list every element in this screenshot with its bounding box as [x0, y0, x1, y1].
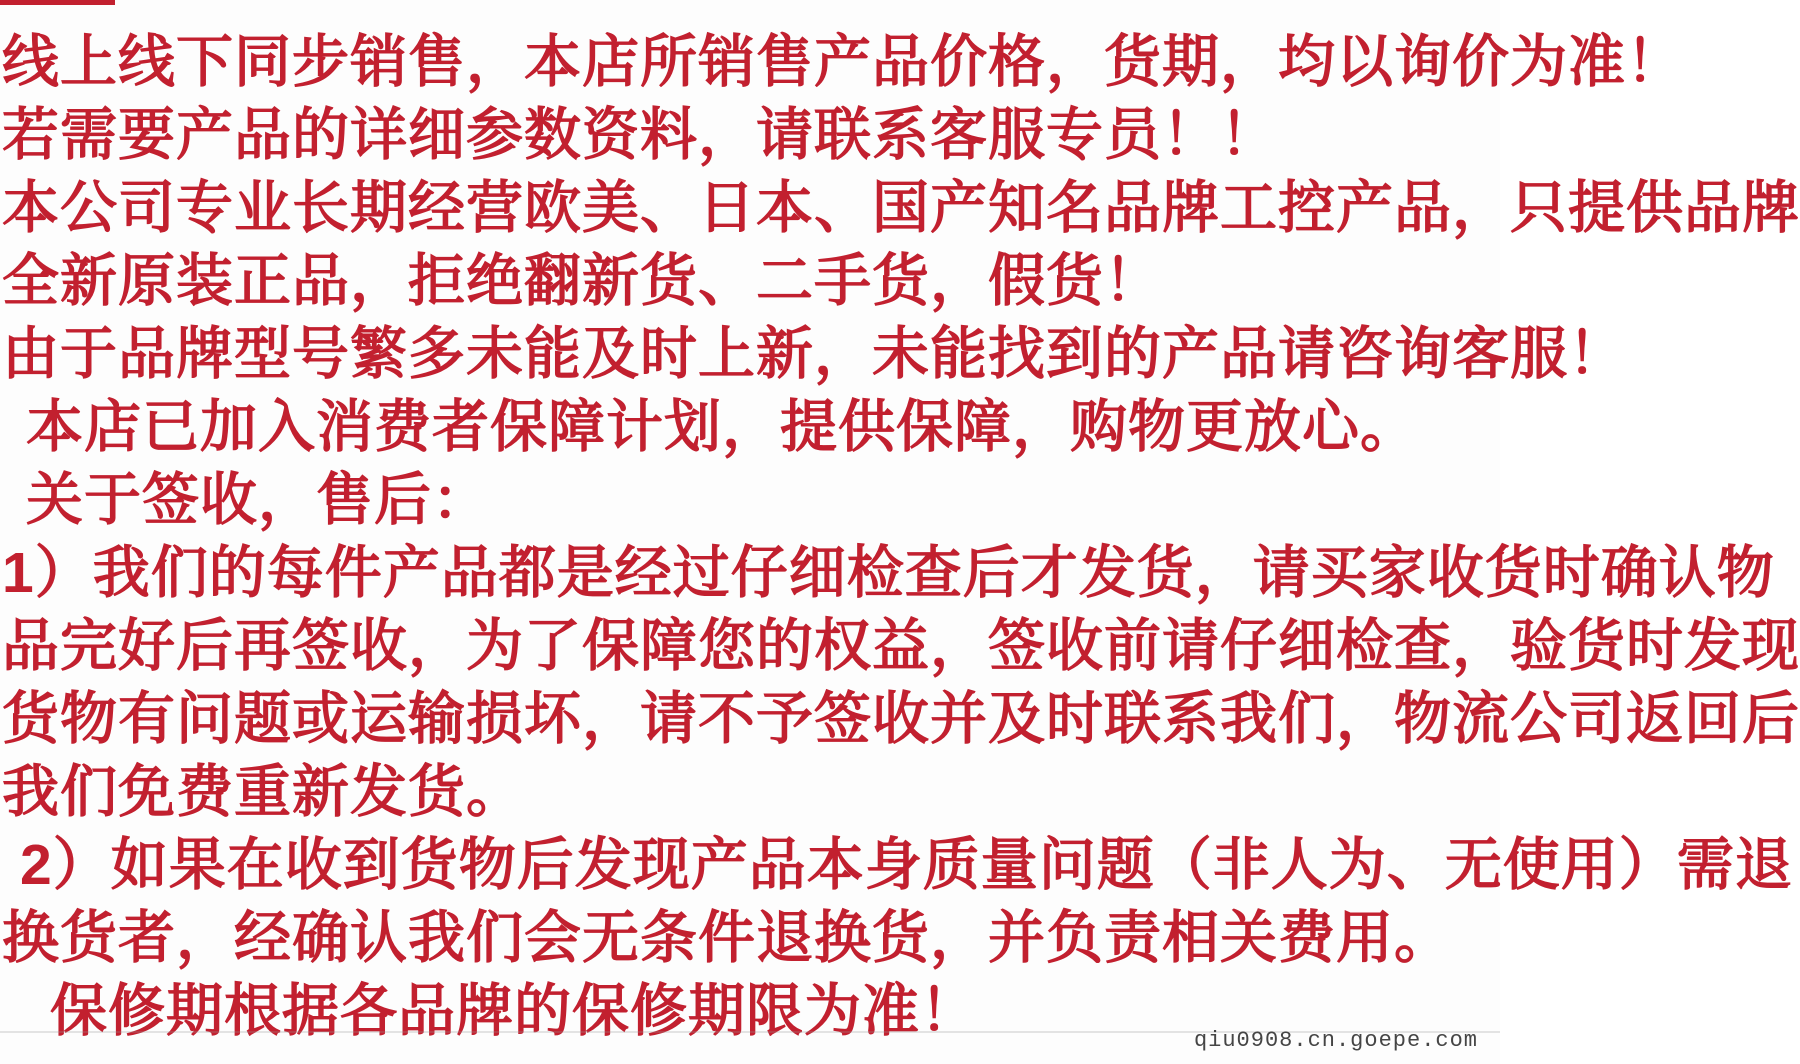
notice-line-1: 线上线下同步销售，本店所销售产品价格，货期，均以询价为准！	[2, 30, 1684, 94]
notice-line-8: 1）我们的每件产品都是经过仔细检查后才发货，请买家收货时确认物	[2, 541, 1775, 605]
notice-line-5: 由于品牌型号繁多未能及时上新，未能找到的产品请咨询客服！	[2, 322, 1626, 386]
notice-line-13: 换货者，经确认我们会无条件退换货，并负责相关费用。	[2, 906, 1452, 970]
notice-line-9: 品完好后再签收，为了保障您的权益，签收前请仔细检查，验货时发现	[2, 614, 1800, 678]
notice-line-4: 全新原装正品，拒绝翻新货、二手货，假货！	[2, 249, 1162, 313]
notice-line-11: 我们免费重新发货。	[2, 760, 524, 824]
notice-line-3: 本公司专业长期经营欧美、日本、国产知名品牌工控产品，只提供品牌	[2, 176, 1800, 240]
notice-line-2: 若需要产品的详细参数资料，请联系客服专员！！	[2, 103, 1278, 167]
watermark-url: qiu0908.cn.goepe.com	[1193, 1028, 1478, 1053]
notice-text-block	[0, 26, 1800, 1048]
notice-line-7: 关于签收，售后：	[26, 468, 490, 532]
top-left-red-dash	[0, 0, 115, 5]
notice-line-6: 本店已加入消费者保障计划，提供保障，购物更放心。	[26, 395, 1418, 459]
notice-line-10: 货物有问题或运输损坏，请不予签收并及时联系我们，物流公司返回后	[2, 687, 1800, 751]
notice-line-14: 保修期根据各品牌的保修期限为准！	[50, 979, 978, 1043]
notice-line-12: 2）如果在收到货物后发现产品本身质量问题（非人为、无使用）需退	[20, 833, 1793, 897]
